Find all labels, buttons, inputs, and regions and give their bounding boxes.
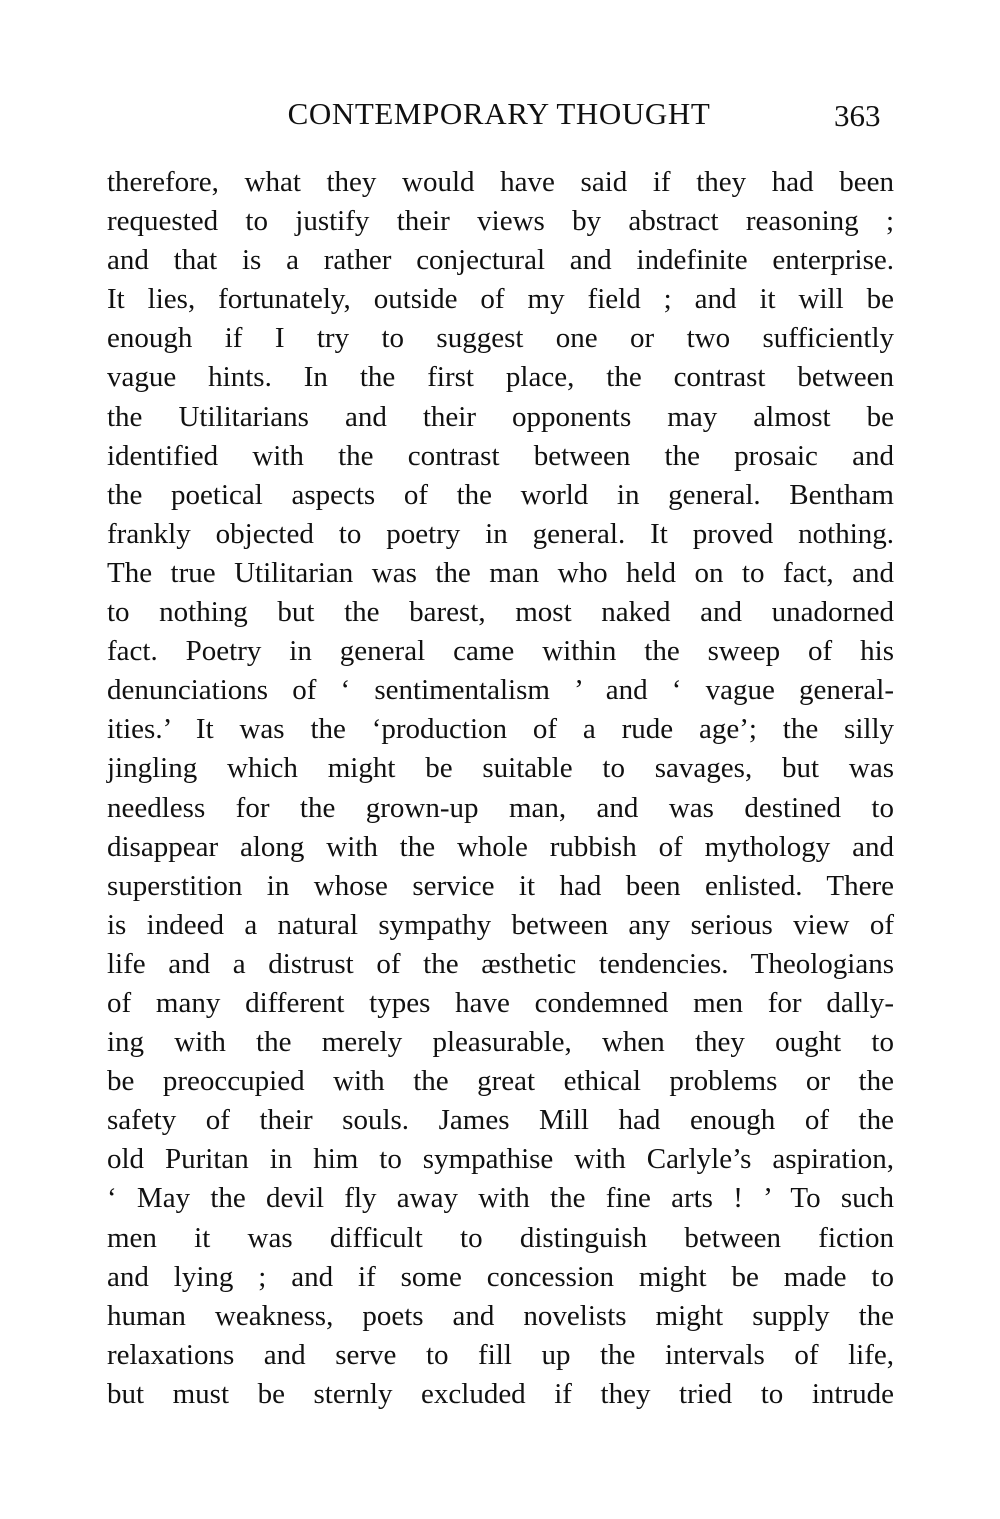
text-line: life and a distrust of the æsthetic tendencies. Theologians (107, 947, 894, 980)
text-line: requested to justify their views by abstract reasoning ; (107, 205, 894, 238)
text-line: of many different types have condemned men for dally- (107, 986, 894, 1019)
text-line: safety of their souls. James Mill had enough of the (107, 1104, 894, 1137)
text-line: vague hints. In the first place, the contrast between (107, 361, 894, 394)
text-line: and lying ; and if some concession might be made to (107, 1260, 894, 1293)
text-line: fact. Poetry in general came within the sweep of his (107, 635, 894, 668)
text-line: jingling which might be suitable to savages, but was (107, 752, 894, 785)
text-line: superstition in whose service it had been enlisted. There (107, 869, 894, 902)
text-line: be preoccupied with the great ethical problems or the (107, 1065, 894, 1098)
text-line: is indeed a natural sympathy between any serious view of (107, 908, 894, 941)
text-line: but must be sternly excluded if they tried to intrude (107, 1377, 894, 1410)
text-line: old Puritan in him to sympathise with Carlyle’s aspiration, (107, 1143, 894, 1176)
text-line: therefore, what they would have said if they had been (107, 166, 894, 198)
text-line: The true Utilitarian was the man who held on to fact, and (107, 556, 894, 589)
text-line: disappear along with the whole rubbish of mythology and (107, 830, 894, 863)
text-line: ities.’ It was the ‘production of a rude age’; the silly (107, 713, 894, 746)
text-line: needless for the grown-up man, and was destined to (107, 791, 894, 824)
text-line: It lies, fortunately, outside of my field ; and it will be (107, 283, 894, 316)
text-line: ‘ May the devil fly away with the fine arts ! ’ To such (107, 1182, 894, 1215)
text-line: the poetical aspects of the world in general. Bentham (107, 478, 894, 511)
text-line: human weakness, poets and novelists might supply the (107, 1299, 894, 1332)
text-line: frankly objected to poetry in general. It proved nothing. (107, 517, 894, 550)
running-title: CONTEMPORARY THOUGHT (287, 96, 711, 131)
text-line: and that is a rather conjectural and indefinite enterprise. (107, 244, 894, 277)
page-header (0, 96, 1000, 140)
text-line: identified with the contrast between the prosaic and (107, 439, 894, 472)
text-line: enough if I try to suggest one or two sufficiently (107, 322, 894, 355)
text-line: men it was difficult to distinguish between fiction (107, 1221, 894, 1254)
page-number: 363 (834, 98, 881, 133)
body-text (107, 163, 894, 1414)
text-line: denunciations of ‘ sentimentalism ’ and ‘ vague general- (107, 674, 894, 707)
text-line: the Utilitarians and their opponents may almost be (107, 400, 894, 433)
text-line: ing with the merely pleasurable, when they ought to (107, 1026, 894, 1059)
text-line: to nothing but the barest, most naked and unadorned (107, 596, 894, 629)
text-line: relaxations and serve to fill up the intervals of life, (107, 1338, 894, 1371)
